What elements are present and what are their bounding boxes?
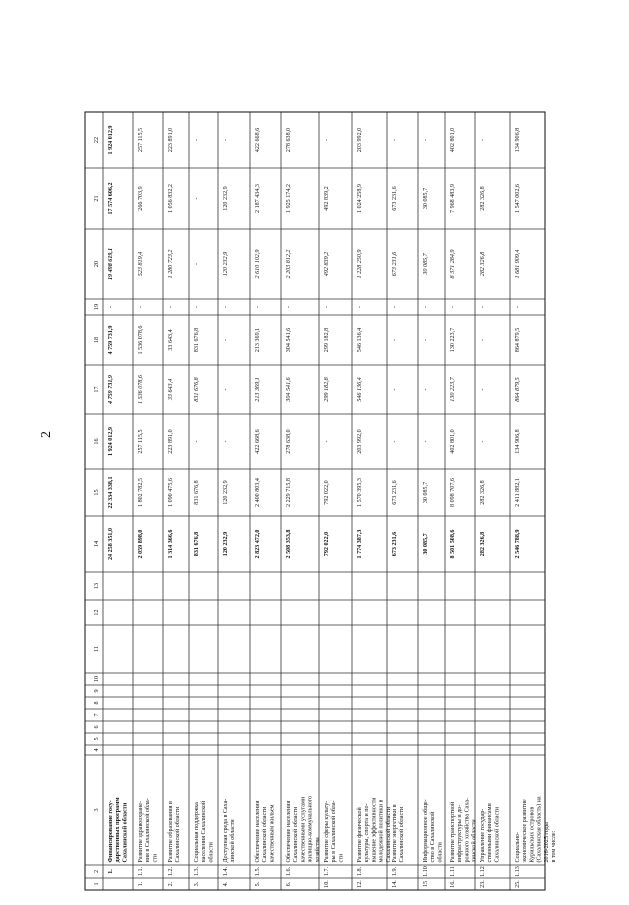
- value-cell: 17 574 606,2: [108, 182, 114, 215]
- value-cell: 120 232,9: [223, 531, 229, 557]
- value-cell: 266 703,9: [138, 186, 144, 211]
- program-name: Сахалинской области: [175, 806, 182, 863]
- program-name: экономическое развитие: [522, 799, 529, 863]
- value-cell: 282 326,8: [480, 480, 486, 505]
- value-cell: -: [138, 305, 144, 309]
- value-cell: 282 326,8: [480, 531, 486, 557]
- value-cell: -: [255, 305, 261, 309]
- value-cell: -: [480, 138, 486, 142]
- value-cell: 30 085,7: [423, 481, 429, 504]
- value-cell: 2 411 882,1: [515, 478, 521, 507]
- program-name: качественным жильем: [269, 804, 276, 863]
- value-cell: -: [423, 440, 429, 443]
- value-cell: 213 369,1: [255, 327, 261, 353]
- value-cell: 203 992,0: [357, 429, 363, 454]
- value-cell: 2 203 812,2: [286, 249, 292, 279]
- row-number: 1.8.: [356, 866, 363, 877]
- program-name: дарственных программ: [115, 797, 122, 863]
- row-index: 15: [422, 880, 429, 888]
- header-cell: 15: [93, 489, 100, 496]
- program-name: Управление государ-: [480, 808, 486, 863]
- row-number: 1.12: [479, 866, 486, 877]
- value-cell: 492 839,2: [324, 186, 330, 211]
- program-name: Финансирование госу-: [108, 800, 114, 863]
- value-cell: 134 906,8: [515, 429, 521, 454]
- value-cell: 1 547 002,6: [515, 184, 521, 213]
- value-cell: 1 802 782,5: [138, 478, 144, 507]
- page-number: 2: [39, 431, 54, 438]
- value-cell: -: [223, 138, 229, 142]
- header-cell: 9: [93, 689, 100, 693]
- program-name: качественными услугами: [300, 796, 307, 863]
- program-name: ры в Сахалинской обла-: [331, 800, 338, 863]
- value-cell: -: [223, 305, 229, 309]
- header-cell: 5: [93, 737, 100, 741]
- value-cell: 2 059 898,0: [138, 529, 144, 559]
- program-name: Сахалинской области: [399, 806, 406, 863]
- value-cell: 792 022,0: [324, 480, 330, 505]
- row-number: 1.1.: [137, 866, 144, 877]
- program-name: Информационное обще-: [423, 799, 429, 863]
- program-name: культуры, спорта и по-: [364, 803, 371, 863]
- value-cell: 4 759 731,9: [108, 375, 114, 404]
- program-name: населения Сахалинской: [201, 800, 208, 863]
- row-number: 1.4.: [222, 866, 229, 877]
- value-cell: -: [480, 338, 486, 342]
- program-name: (Сахалинская область) на: [536, 796, 543, 863]
- value-cell: -: [223, 388, 229, 391]
- row-index: 23.: [479, 880, 486, 888]
- value-cell: -: [423, 305, 429, 309]
- value-cell: 1 536 078,6: [138, 375, 144, 404]
- value-cell: 1 314 366,6: [168, 529, 174, 559]
- value-cell: 1 090 475,6: [168, 478, 174, 507]
- header-cell: 4: [93, 748, 100, 752]
- row-number: 1.6.: [285, 866, 292, 877]
- row-number: 1.2.: [167, 866, 174, 877]
- header-cell: 21: [93, 195, 100, 202]
- value-cell: 1 924 012,9: [108, 125, 114, 155]
- header-cell: 19: [93, 303, 100, 311]
- value-cell: 30 085,7: [423, 253, 429, 275]
- value-cell: 1 024 258,9: [357, 184, 363, 213]
- value-cell: 2 229 715,8: [286, 478, 292, 507]
- program-name: области: [437, 842, 444, 863]
- value-cell: 492 839,2: [324, 251, 330, 277]
- value-cell: 402 801,0: [450, 127, 456, 153]
- value-cell: -: [480, 440, 486, 443]
- value-cell: -: [194, 197, 200, 200]
- program-name: Развитие сферы культу-: [324, 800, 330, 863]
- program-name: Развитие образования в: [168, 801, 174, 863]
- value-cell: 8 501 508,6: [450, 529, 456, 559]
- header-cell: 3: [93, 808, 100, 812]
- program-name: ственными финансами: [487, 803, 494, 863]
- program-name: сти: [338, 853, 345, 863]
- value-cell: 792 022,0: [324, 531, 330, 557]
- header-cell: 18: [93, 336, 100, 344]
- header-cell: 17: [93, 386, 100, 393]
- program-name: вышение эффективности: [371, 797, 378, 863]
- value-cell: 864 879,5: [515, 377, 521, 402]
- value-cell: -: [194, 440, 200, 443]
- value-cell: 130 223,7: [450, 327, 456, 353]
- program-name: линской области: [471, 819, 478, 863]
- value-cell: 1 056 832,2: [168, 184, 174, 213]
- value-cell: 1 228 250,9: [357, 249, 363, 279]
- program-name: Сахалинской области: [494, 806, 501, 863]
- value-cell: 120 232,9: [223, 186, 229, 211]
- row-number: 1.7.: [323, 866, 330, 877]
- value-cell: -: [223, 440, 229, 443]
- value-cell: 19 498 619,1: [108, 248, 114, 280]
- program-name: Развитие транспортной: [450, 801, 456, 863]
- row-index: 25.: [514, 880, 521, 888]
- value-cell: 22 334 338,1: [108, 476, 114, 509]
- value-cell: 24 258 351,0: [108, 528, 114, 560]
- value-cell: 1 570 395,3: [357, 478, 363, 507]
- program-name: Обеспечение населения: [255, 800, 261, 863]
- value-cell: -: [515, 305, 521, 309]
- value-cell: -: [423, 138, 429, 142]
- header-cell: 8: [93, 701, 100, 705]
- program-name: Социальная поддержка: [194, 802, 200, 863]
- program-name: Доступная среда в Саха-: [223, 798, 229, 863]
- value-cell: 2 610 102,9: [255, 249, 261, 279]
- value-cell: -: [108, 305, 114, 309]
- header-cell: 22: [93, 136, 100, 144]
- value-cell: -: [357, 305, 363, 309]
- value-cell: -: [392, 338, 398, 342]
- row-index: 6.: [285, 881, 292, 887]
- program-name: жилищно-коммунального: [307, 795, 314, 863]
- row-index: 16.: [449, 880, 456, 888]
- header-cell: 14: [93, 540, 100, 548]
- value-cell: 831 676,8: [194, 480, 200, 505]
- value-cell: 1 774 387,3: [357, 529, 363, 559]
- value-cell: 546 136,4: [357, 327, 363, 353]
- value-cell: 1 280 723,2: [168, 249, 174, 279]
- value-cell: 33 643,4: [168, 378, 174, 401]
- value-cell: -: [194, 262, 200, 266]
- value-cell: -: [223, 338, 229, 342]
- header-cell: 13: [93, 582, 100, 590]
- row-number: 1.: [107, 869, 114, 874]
- header-cell: 1: [93, 882, 100, 886]
- value-cell: 2 187 434,3: [255, 184, 261, 213]
- value-cell: 673 231,6: [392, 480, 398, 505]
- header-cell: 20: [93, 260, 100, 268]
- header-cell: 7: [93, 713, 100, 717]
- program-name: Развитие здравоохране-: [138, 800, 144, 863]
- value-cell: 213 369,1: [255, 377, 261, 402]
- value-cell: 278 638,0: [286, 127, 292, 153]
- value-cell: 673 231,6: [392, 251, 398, 277]
- program-name: молодежной политики в: [378, 799, 385, 863]
- value-cell: -: [450, 305, 456, 309]
- value-cell: -: [480, 388, 486, 391]
- value-cell: 299 182,8: [324, 327, 330, 353]
- value-cell: -: [392, 305, 398, 309]
- value-cell: 546 136,4: [357, 377, 363, 402]
- value-cell: 304 541,6: [286, 377, 292, 402]
- value-cell: 1 924 012,9: [108, 427, 114, 456]
- value-cell: 673 231,6: [392, 531, 398, 557]
- value-cell: 831 676,8: [194, 327, 200, 353]
- value-cell: 120 232,9: [223, 251, 229, 277]
- value-cell: 120 232,9: [223, 480, 229, 505]
- value-cell: 1 681 909,4: [515, 249, 521, 279]
- value-cell: 1 536 078,6: [138, 325, 144, 355]
- program-name: инфраструктуры и до-: [457, 804, 464, 863]
- data-table: [85, 112, 557, 890]
- value-cell: -: [423, 338, 429, 342]
- value-cell: 831 676,8: [194, 377, 200, 402]
- value-cell: 8 371 284,9: [450, 249, 456, 279]
- row-index: 1.: [137, 881, 144, 887]
- header-cell: 10: [93, 675, 100, 683]
- header-cell: 11: [93, 646, 100, 652]
- row-index: 4.: [222, 881, 229, 887]
- header-cell: 16: [93, 438, 100, 445]
- program-name: Курильских островов: [529, 806, 536, 863]
- value-cell: -: [392, 440, 398, 443]
- value-cell: 278 638,0: [286, 429, 292, 454]
- value-cell: 2 546 788,9: [515, 529, 521, 559]
- program-name: ство в Сахалинской: [430, 811, 437, 863]
- row-index: 12.: [356, 880, 363, 888]
- program-name: Обеспечение населения: [286, 800, 292, 863]
- program-name: Развитие физической: [357, 807, 363, 863]
- value-cell: -: [324, 305, 330, 309]
- value-cell: -: [392, 138, 398, 142]
- value-cell: 4 759 731,9: [108, 325, 114, 355]
- program-name: хозяйства: [314, 837, 321, 863]
- row-index: 3.: [193, 881, 200, 887]
- value-cell: 422 668,6: [255, 127, 261, 153]
- value-cell: 422 668,6: [255, 429, 261, 454]
- row-index: 10.: [323, 880, 330, 888]
- value-cell: 2 823 472,0: [255, 529, 261, 559]
- header-cell: 2: [93, 869, 100, 874]
- value-cell: 223 891,0: [168, 127, 174, 153]
- program-name: рожного хозяйства Саха-: [464, 797, 471, 863]
- value-cell: 1 925 174,2: [286, 184, 292, 213]
- value-cell: 134 906,8: [515, 127, 521, 153]
- value-cell: 282 326,8: [480, 251, 486, 277]
- value-cell: -: [194, 305, 200, 309]
- program-name: в том числе:: [551, 830, 557, 863]
- value-cell: 2 400 803,4: [255, 478, 261, 507]
- row-number: 1.10: [422, 866, 429, 877]
- program-name: области: [208, 842, 215, 863]
- program-name: 2016-2025 годы: [543, 822, 550, 863]
- value-cell: 864 879,5: [515, 327, 521, 353]
- header-cell: 12: [93, 609, 100, 616]
- value-cell: 7 968 483,9: [450, 184, 456, 213]
- value-cell: 30 085,7: [423, 187, 429, 210]
- value-cell: 304 541,6: [286, 327, 292, 353]
- row-index: 14.: [391, 880, 398, 888]
- program-name: Сахалинской области: [385, 806, 392, 863]
- value-cell: 223 891,0: [168, 429, 174, 454]
- value-cell: -: [194, 138, 200, 142]
- program-name: Развитие энергетики в: [392, 804, 398, 863]
- table-grid: [85, 112, 545, 890]
- value-cell: 33 643,4: [168, 329, 174, 351]
- row-number: 1.3.: [193, 866, 200, 877]
- value-cell: 8 098 707,6: [450, 478, 456, 507]
- row-number: 1.13: [514, 866, 521, 877]
- value-cell: 402 801,0: [450, 429, 456, 454]
- row-number: 1.11: [449, 866, 456, 877]
- row-index: 2.: [167, 881, 174, 887]
- value-cell: -: [392, 388, 398, 391]
- value-cell: -: [480, 305, 486, 309]
- row-number: 1.9.: [391, 866, 398, 877]
- value-cell: -: [423, 388, 429, 391]
- value-cell: 203 992,0: [357, 127, 363, 153]
- value-cell: 130 223,7: [450, 377, 456, 402]
- value-cell: -: [324, 440, 330, 443]
- value-cell: 673 231,6: [392, 186, 398, 211]
- row-index: 5.: [254, 881, 261, 887]
- value-cell: -: [286, 305, 292, 309]
- program-name: Сахалинской области: [293, 806, 300, 863]
- value-cell: 282 326,8: [480, 186, 486, 211]
- program-name: Сахалинской области: [262, 806, 269, 863]
- header-cell: 6: [93, 725, 100, 729]
- row-number: 1.5.: [254, 866, 261, 877]
- program-name: линской области: [230, 819, 237, 863]
- value-cell: 299 182,8: [324, 377, 330, 402]
- value-cell: 30 085,7: [423, 533, 429, 555]
- program-name: ния в Сахалинской обла-: [145, 798, 152, 863]
- program-name: сти: [152, 853, 159, 863]
- program-name: Социально-: [515, 831, 521, 863]
- value-cell: 2 508 353,8: [286, 529, 292, 559]
- value-cell: -: [168, 305, 174, 309]
- program-name: Сахалинской области: [122, 802, 129, 863]
- value-cell: 257 115,5: [138, 429, 144, 454]
- value-cell: 257 115,5: [138, 127, 144, 153]
- value-cell: -: [324, 138, 330, 142]
- value-cell: 831 676,8: [194, 531, 200, 557]
- value-cell: 523 819,4: [138, 251, 144, 277]
